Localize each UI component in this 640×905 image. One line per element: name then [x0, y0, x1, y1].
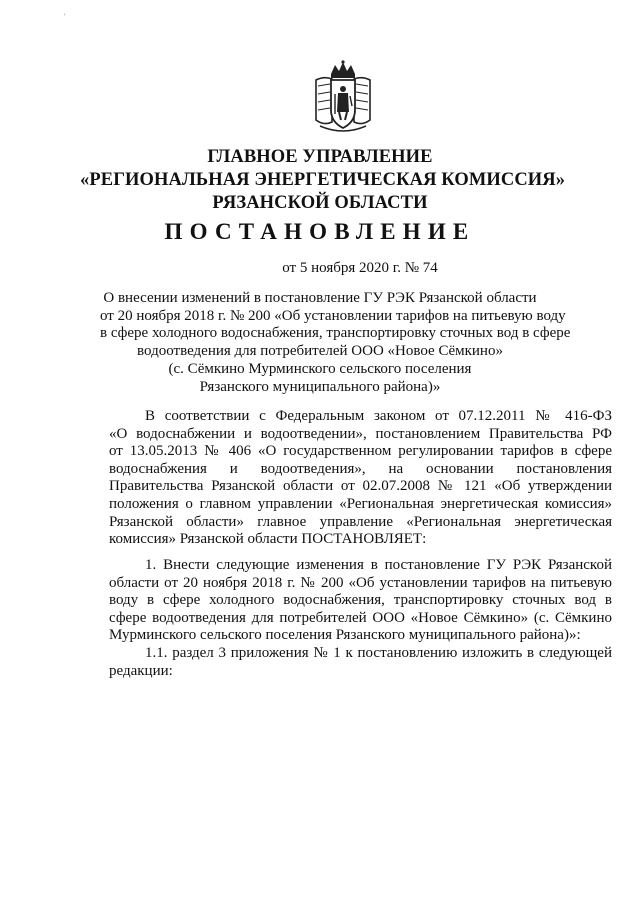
item-1-paragraph: [109, 557, 612, 645]
paragraph-line: сфере водоотведения для потребителей ООО «Новое Сёмкино» (с. Сёмкино: [109, 609, 612, 626]
paragraph-line: области от 20 ноября 2018 г. № 200 «Об установлении тарифов на питьевую: [109, 574, 612, 591]
paragraph-line: водоснабжения и водоотведения», на основании постановления: [109, 460, 612, 477]
authority-line-1: ГЛАВНОЕ УПРАВЛЕНИЕ: [207, 147, 433, 167]
subject-line: от 20 ноября 2018 г. № 200 «Об установлении тарифов на питьевую воду: [100, 307, 566, 324]
coat-of-arms-emblem: [310, 60, 376, 136]
paragraph-line: воду в сфере холодного водоснабжения, транспортировку сточных вод в: [109, 592, 612, 609]
subject-line: Рязанского муниципального района)»: [199, 378, 441, 395]
authority-line-3: РЯЗАНСКОЙ ОБЛАСТИ: [212, 193, 428, 213]
scan-mark: ': [64, 12, 66, 21]
paragraph-line: Мурминского сельского поселения Рязанского муниципального района)»:: [109, 627, 581, 644]
paragraph-line: Рязанской области» главное управление «Региональная энергетическая: [109, 513, 612, 530]
authority-line-2: «РЕГИОНАЛЬНАЯ ЭНЕРГЕТИЧЕСКАЯ КОМИССИЯ»: [80, 170, 566, 190]
paragraph-line: 1.1. раздел 3 приложения № 1 к постановлению изложить в следующей: [145, 645, 612, 661]
document-subject: [100, 290, 571, 396]
paragraph-line: комиссия» Рязанской области ПОСТАНОВЛЯЕТ:: [109, 531, 427, 548]
paragraph-line: «О водоснабжении и водоотведении», постановлением Правительства РФ: [109, 425, 612, 442]
document-type-title: ПОСТАНОВЛЕНИЕ: [164, 219, 476, 244]
subject-line: в сфере холодного водоснабжения, транспортировку сточных вод в сфере: [100, 325, 571, 342]
paragraph-line: от 13.05.2013 № 406 «О государственном регулировании тарифов в сфере: [109, 443, 612, 460]
preamble-paragraph: [109, 408, 612, 549]
authority-name: [80, 146, 566, 215]
paragraph-line: 1. Внести следующие изменения в постановление ГУ РЭК Рязанской: [145, 557, 612, 573]
document-date-number: от 5 ноября 2020 г. № 74: [282, 260, 438, 276]
paragraph-line: Правительства Рязанской области от 02.07.2008 № 121 «Об утверждении: [109, 478, 612, 495]
paragraph-line: положения о главном управлении «Региональная энергетическая комиссия»: [109, 495, 612, 512]
paragraph-line: В соответствии с Федеральным законом от 07.12.2011 № 416-ФЗ: [145, 408, 612, 424]
subject-line: водоотведения для потребителей ООО «Новое Сёмкино»: [137, 343, 503, 360]
subject-line: (с. Сёмкино Мурминского сельского поселения: [168, 360, 472, 377]
paragraph-line: редакции:: [109, 662, 173, 679]
item-1-1-paragraph: [109, 645, 612, 680]
subject-line: О внесении изменений в постановление ГУ РЭК Рязанской области: [103, 290, 537, 306]
